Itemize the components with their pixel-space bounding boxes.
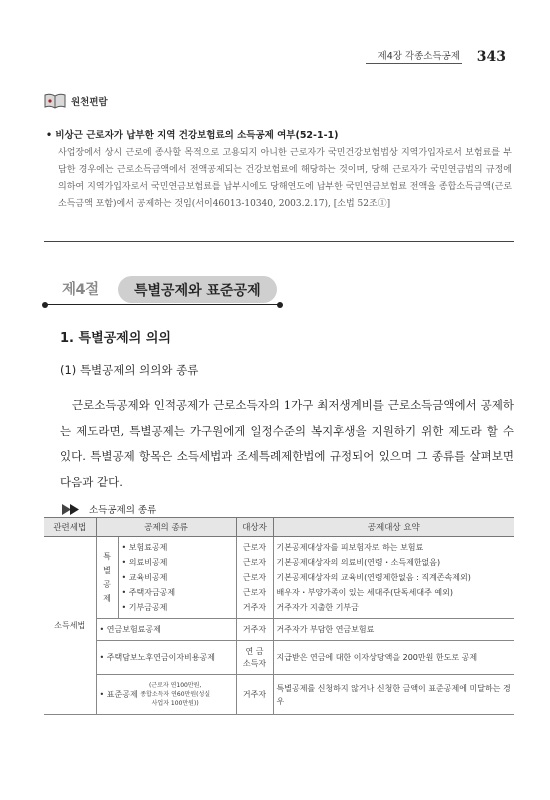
housing-summary: 지급받은 연금에 대한 이자상당액을 200만원 한도로 공제 xyxy=(273,641,514,675)
housing-target-line: 연 금 xyxy=(245,646,264,656)
heading-1: 1. 특별공제의 의의 xyxy=(60,331,171,346)
heading-2: (1) 특별공제의 의의와 종류 xyxy=(60,363,199,377)
table-row-housing xyxy=(44,641,514,675)
pension-name: • 연금보험료공제 xyxy=(96,619,236,641)
special-label-char: 공 xyxy=(103,579,111,589)
section-title: 특별공제와 표준공제 xyxy=(118,276,277,303)
reference-heading xyxy=(44,92,108,110)
section-dot-left xyxy=(42,302,48,308)
list-item: 배우자・부양가족이 있는 세대주(단독세대주 예외) xyxy=(276,588,453,597)
list-item: • 주택자금공제 xyxy=(121,588,176,597)
pension-target: 거주자 xyxy=(236,619,273,641)
list-item: 근로자 xyxy=(242,543,267,552)
page-number: 343 xyxy=(476,49,506,65)
reference-title: 원천편람 xyxy=(71,97,108,108)
special-label-char: 특 xyxy=(103,551,111,561)
section-number: 제4절 xyxy=(62,282,99,298)
special-summaries-cell xyxy=(273,537,514,619)
table-row-standard xyxy=(44,675,514,715)
list-item: 기본공제대상자의 의료비(연령・소득제한없음) xyxy=(276,558,441,567)
header-summary: 공제대상 요약 xyxy=(273,518,514,537)
list-item: 근로자 xyxy=(242,573,267,582)
standard-note-line: (근로자 연100만원, xyxy=(148,682,202,689)
standard-note xyxy=(140,681,210,708)
reference-item-title: • 비상근 근로자가 납부한 지역 건강보험료의 소득공제 여부(52-1-1) xyxy=(46,130,339,141)
list-item: • 교육비공제 xyxy=(121,573,168,582)
body-paragraph: 근로소득공제와 인적공제가 근로소득자의 1가구 최저생계비를 근로소득금액에서 공제하는 제도라면, 특별공제는 가구원에게 일정수준의 복지후생을 지원하기 위한 제도라 할 수 있다. 특별공제 항목은 소득세법과 조세특례제한법에 규정되어 있으며 그 종류를 살펴보면 다음과 같다. xyxy=(60,398,514,489)
header-law: 관련세법 xyxy=(44,518,96,537)
pension-summary: 거주자가 부담한 연금보험료 xyxy=(273,619,514,641)
special-targets-cell xyxy=(236,537,273,619)
table-header-row xyxy=(44,518,514,537)
reference-item xyxy=(46,127,512,213)
housing-name: • 주택담보노후연금이자비용공제 xyxy=(96,641,236,675)
section-dot-right xyxy=(277,302,283,308)
reference-separator xyxy=(44,241,514,242)
chapter-label: 제4장 각종소득공제 xyxy=(377,51,460,62)
housing-target xyxy=(236,641,273,675)
list-item: 기본공제대상자를 피보험자로 하는 보험료 xyxy=(276,543,424,552)
special-label-cell xyxy=(96,537,118,619)
header-type: 공제의 종류 xyxy=(96,518,236,537)
reference-item-body: 사업장에서 상시 근로에 종사할 목적으로 고용되지 아니한 근로자가 국민건강보험법상 지역가입자로서 보험료를 부담한 경우에는 근로소득금액에서 전액공제되는 건강보험료에 해당하는 것이며, 당해 근로자가 국민연금법의 규정에 의하여 지역가입자로서 국민연금보험료를 납부시에도 당해연도에 납부한 국민연금보험료 전액을 종합소득금액(근로소득금액 포함)에서 공제하는 것임(서이46013-10340, 2003.2.17), [소법 52조①] xyxy=(58,148,512,209)
standard-summary: 특별공제를 신청하지 않거나 신청한 금액이 표준공제에 미달하는 경우 xyxy=(273,675,514,715)
standard-target: 거주자 xyxy=(236,675,273,715)
double-arrow-icon xyxy=(62,504,84,515)
list-item: 기본공제대상자의 교육비(연령제한없음 : 직계존속제외) xyxy=(276,573,471,582)
running-header xyxy=(366,44,506,66)
list-item: 거주자 xyxy=(242,603,267,612)
list-item: • 기부금공제 xyxy=(121,603,168,612)
housing-target-line: 소득자 xyxy=(242,658,267,668)
section-banner xyxy=(44,276,284,306)
table-row-pension xyxy=(44,619,514,641)
list-item: 근로자 xyxy=(242,558,267,567)
header-target: 대상자 xyxy=(236,518,273,537)
law-cell: 소득세법 xyxy=(44,537,96,715)
list-item: • 보험료공제 xyxy=(121,543,168,552)
special-items-cell xyxy=(118,537,236,619)
standard-note-line: 사업자 100만원)) xyxy=(151,700,199,707)
standard-note-line: 종합소득자 연60만원(성실 xyxy=(140,691,211,698)
list-item: • 의료비공제 xyxy=(121,558,168,567)
table-row-special xyxy=(44,537,514,619)
section-underline xyxy=(44,304,280,305)
table-caption-text: 소득공제의 종류 xyxy=(89,505,157,516)
list-item: 거주자가 지출한 기부금 xyxy=(276,603,359,612)
special-label-char: 제 xyxy=(103,593,111,603)
header-rule xyxy=(366,63,462,64)
deduction-table xyxy=(44,517,514,715)
special-label-char: 별 xyxy=(103,565,111,575)
table-caption xyxy=(62,502,156,516)
standard-name: • 표준공제 xyxy=(99,690,138,699)
book-icon xyxy=(44,92,66,110)
list-item: 근로자 xyxy=(242,588,267,597)
standard-name-cell xyxy=(96,675,236,715)
